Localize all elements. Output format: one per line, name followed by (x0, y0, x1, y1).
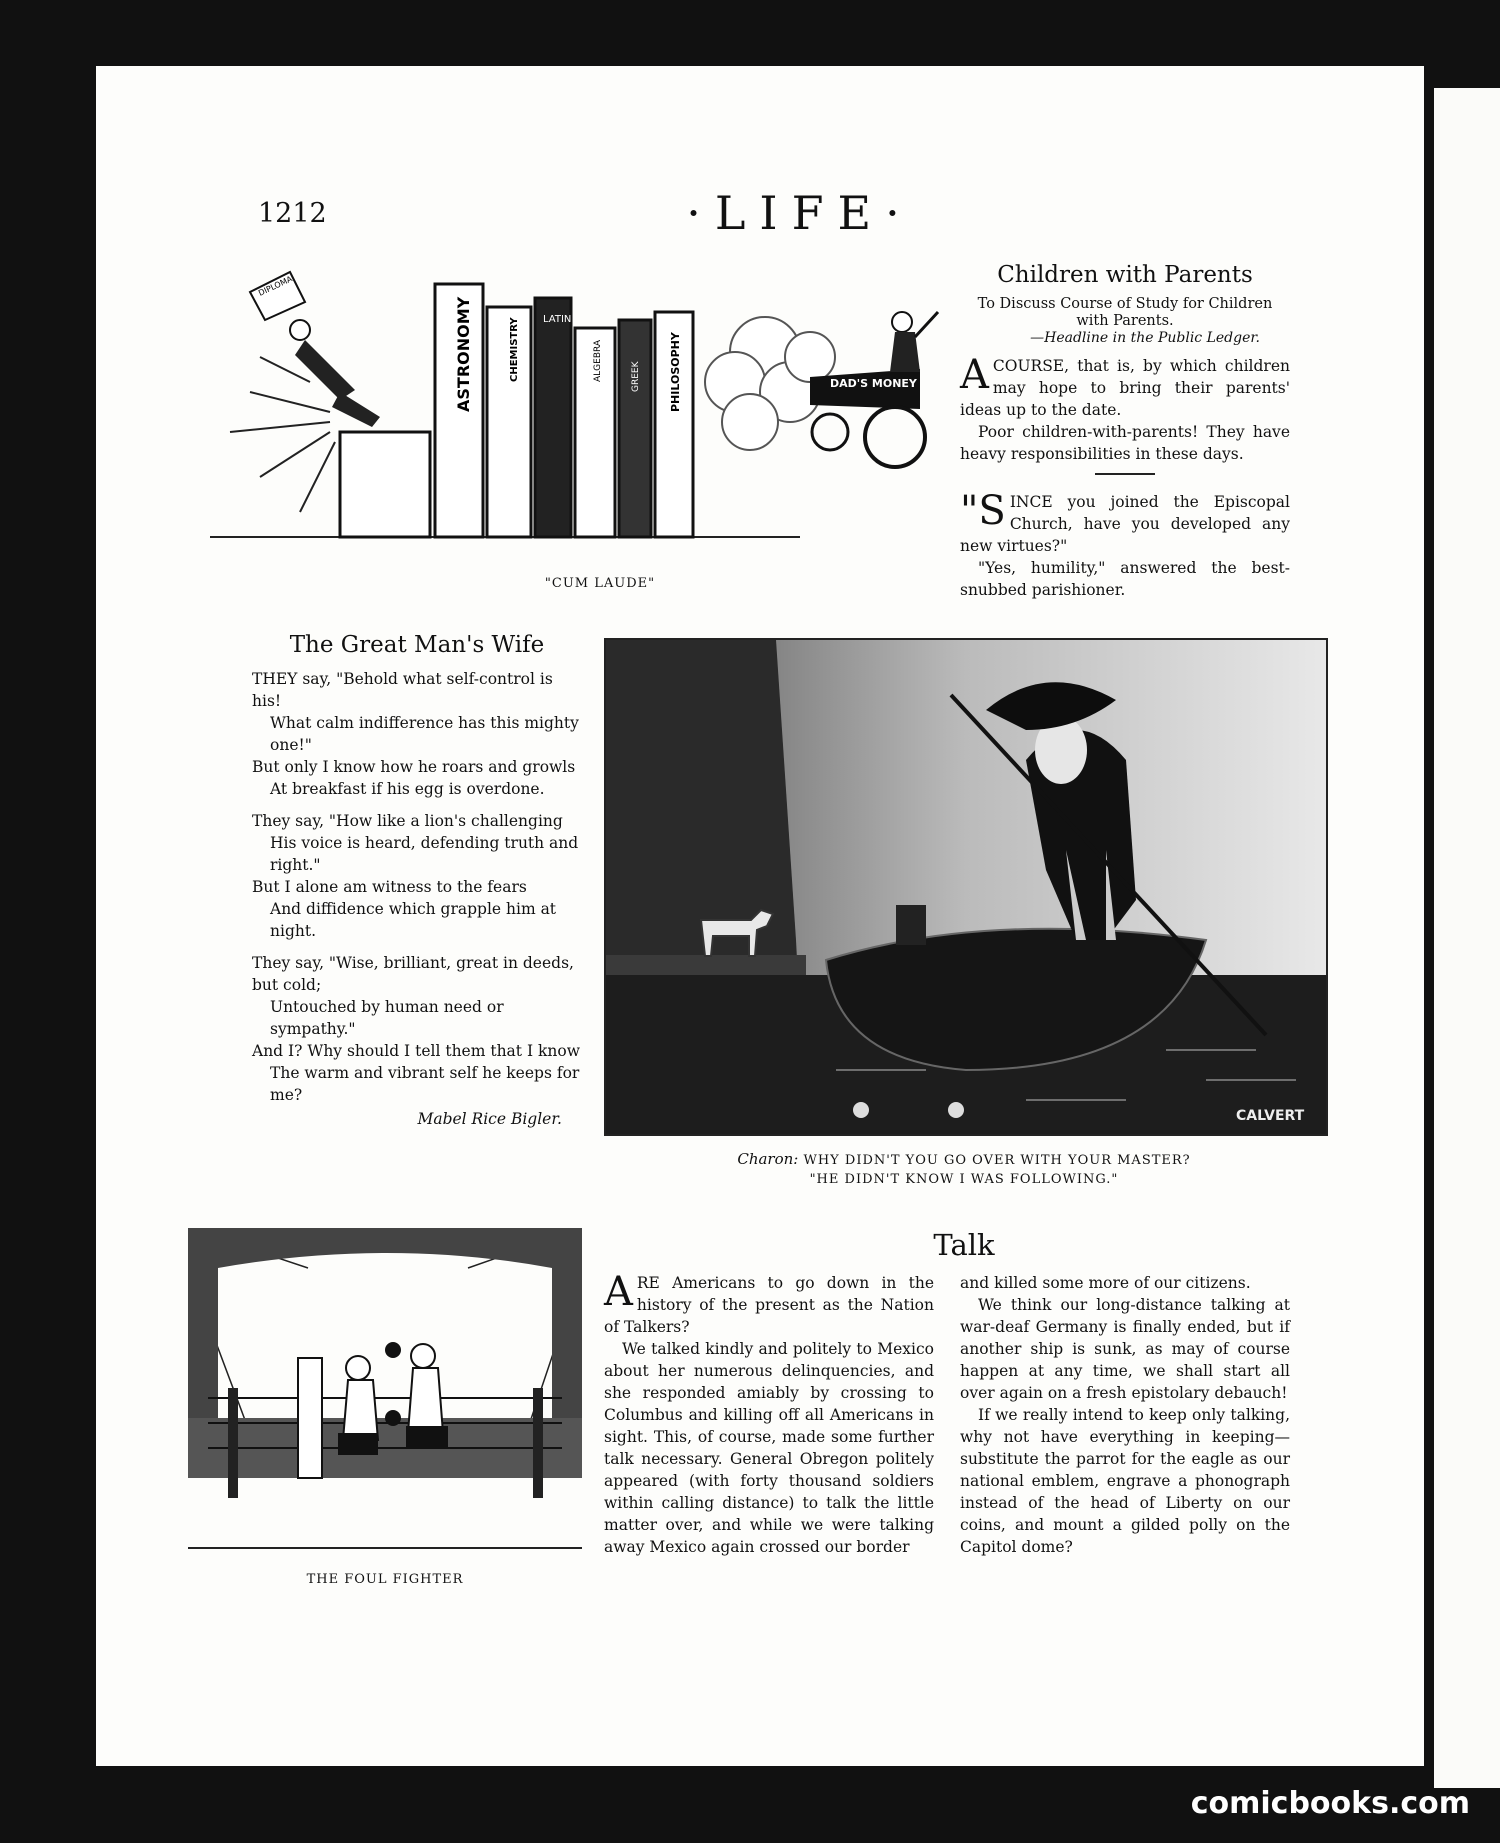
adjacent-page-edge (1434, 88, 1500, 1788)
stanza-gap (252, 800, 582, 810)
charon-illustration (604, 638, 1328, 1136)
caption-speaker: Charon: (737, 1150, 799, 1168)
artist-signature: CALVERT (1236, 1108, 1305, 1124)
masthead: ·LIFE· (686, 186, 914, 240)
poem-author: Mabel Rice Bigler. (417, 1110, 562, 1128)
poem-line: What calm indifference has this mighty one!" (270, 714, 579, 754)
poem-line: The warm and vibrant self he keeps for me? (270, 1064, 580, 1104)
site-watermark: comicbooks.com (1190, 1786, 1470, 1821)
article-title: Children with Parents (997, 262, 1253, 288)
poem-line: And diffidence which grapple him at night. (270, 900, 557, 940)
paragraph-text: COURSE, that is, by which children may hope to bring their parents' ideas up to the date. (960, 357, 1290, 419)
caption-answer: "HE DIDN'T KNOW I WAS FOLLOWING." (809, 1172, 1119, 1187)
talk-column-2 (960, 1272, 1290, 1558)
label-latin: LATIN (543, 314, 572, 325)
label-diploma: DIPLOMA (257, 274, 294, 298)
label-astronomy: ASTRONOMY (454, 296, 473, 412)
page-number: 1212 (258, 198, 327, 229)
label-chemistry: CHEMISTRY (509, 317, 520, 382)
poem-line: THEY say, "Behold what self-control is his! (252, 670, 553, 710)
poem-line: They say, "Wise, brilliant, great in deeds, but cold; (252, 954, 574, 994)
article-paragraph: We think our long-distance talking at war-deaf Germany is finally ended, but if another ship is sunk, as may of course happen at any time, we shall start all over again on a fresh epistolary debauch! (960, 1296, 1290, 1402)
article-paragraph: Poor children-with-parents! They have heavy responsibilities in these days. (960, 423, 1290, 463)
cum-laude-caption: "CUM LAUDE" (544, 576, 656, 591)
label-dads-money: DAD'S MONEY (830, 377, 917, 390)
label-philosophy: PHILOSOPHY (669, 332, 682, 412)
article-paragraph (960, 488, 1290, 557)
paragraph-text: INCE you joined the Episcopal Church, have you developed any new virtues?" (960, 493, 1290, 555)
foul-fighter-cartoon (188, 1228, 582, 1568)
article-paragraph: "Yes, humility," answered the best-snubbed parishioner. (960, 559, 1290, 599)
drop-cap: A (604, 1269, 633, 1315)
poem-line: And I? Why should I tell them that I know (252, 1042, 580, 1060)
poem-body (252, 668, 582, 1106)
poem-line: They say, "How like a lion's challenging (252, 812, 563, 830)
charon-caption (604, 1150, 1324, 1187)
label-algebra: ALGEBRA (593, 339, 603, 382)
poem-title: The Great Man's Wife (289, 632, 545, 658)
poem-line: Untouched by human need or sympathy." (270, 998, 504, 1038)
great-mans-wife-poem (252, 632, 582, 1130)
article-paragraph (604, 1269, 934, 1338)
drop-cap: "S (960, 488, 1006, 534)
talk-column-1 (604, 1269, 934, 1558)
article-paragraph: and killed some more of our citizens. (960, 1274, 1251, 1292)
section-rule (1095, 473, 1155, 475)
book-greek (619, 320, 651, 537)
article-source: —Headline in the Public Ledger. (1030, 330, 1260, 346)
article-paragraph: We talked kindly and politely to Mexico about her numerous delinquencies, and she responded amiably by crossing to Columbus and killing off all Americans in sight. This, of course, made some further talk necessary. General Obregon politely appeared (with forty thousand soldiers within calling distance) to talk the little matter over, and while we were talking away Mexico again crossed our border (604, 1340, 934, 1556)
poem-line: But I alone am witness to the fears (252, 878, 527, 896)
article-subhead: To Discuss Course of Study for Children with Parents. (977, 296, 1273, 329)
cum-laude-cartoon (190, 262, 950, 562)
poem-line: At breakfast if his egg is overdone. (270, 780, 545, 798)
paragraph-text: RE Americans to go down in the history of the present as the Nation of Talkers? (604, 1274, 934, 1336)
poem-line: His voice is heard, defending truth and right." (270, 834, 579, 874)
poem-line: But only I know how he roars and growls (252, 758, 576, 776)
drop-cap: A (960, 352, 989, 398)
label-greek: GREEK (631, 361, 641, 392)
book-latin (535, 298, 571, 537)
stanza-gap (252, 942, 582, 952)
article-paragraph: If we really intend to keep only talking, why not have everything in keeping—substitute the parrot for the eagle as our national emblem, engrave a phonograph instead of the head of Liberty on our coins, and mount a gilded polly on the Capitol dome? (960, 1406, 1290, 1556)
caption-question: WHY DIDN'T YOU GO OVER WITH YOUR MASTER? (803, 1153, 1191, 1168)
talk-title: Talk (933, 1228, 995, 1262)
foul-fighter-caption: THE FOUL FIGHTER (306, 1572, 464, 1587)
children-with-parents-article (960, 262, 1290, 601)
article-paragraph (960, 352, 1290, 421)
